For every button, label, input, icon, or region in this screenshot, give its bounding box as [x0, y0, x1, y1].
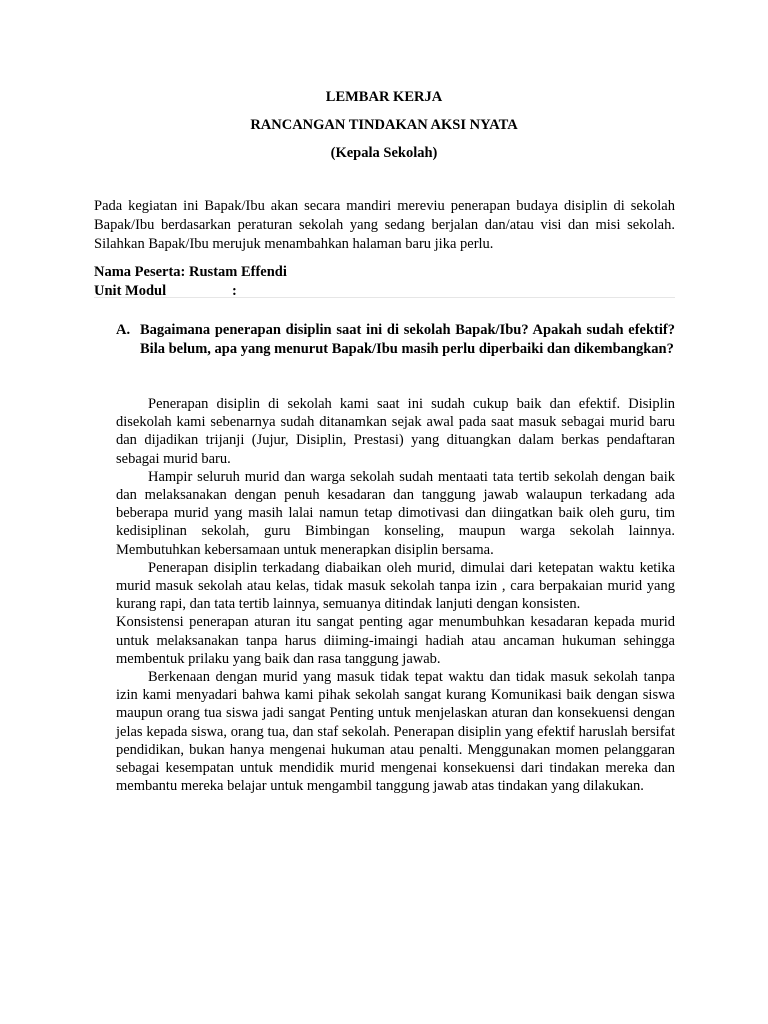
document-title: LEMBAR KERJA: [325, 89, 443, 105]
participant-name: Nama Peserta: Rustam Effendi: [94, 264, 287, 280]
answer-paragraph: Konsistensi penerapan aturan itu sangat penting agar menumbuhkan kesadaran kepada murid untuk melaksanakan tanpa harus diiming-imaingi hadiah atau ancaman hukuman sehingga membentuk prilaku yang baik dan rasa tanggung jawab.: [116, 614, 675, 667]
unit-module-label: Unit Modul: [94, 283, 167, 299]
unit-module-row: [94, 282, 287, 301]
question-a: [116, 321, 675, 359]
intro-paragraph: Pada kegiatan ini Bapak/Ibu akan secara mandiri mereviu penerapan budaya disiplin di sekolah Bapak/Ibu berdasarkan peraturan sekolah yang sedang berjalan dan/atau visi dan misi sekolah. Silahkan Bapak/Ibu merujuk menambahkan halaman baru jika perlu.: [94, 198, 675, 252]
question-text: Bagaimana penerapan disiplin saat ini di sekolah Bapak/Ibu? Apakah sudah efektif? Bila belum, apa yang menurut Bapak/Ibu masih perlu diperbaiki dan dikembangkan?: [140, 322, 675, 357]
answer-paragraph: Hampir seluruh murid dan warga sekolah sudah mentaati tata tertib sekolah dengan baik dan melaksanakan dengan penuh kesadaran dan tanggung jawab walaupun terkadang ada beberapa murid yang masih lalai namun tetap dimotivasi dan diingatkan baik oleh guru, tim kedisiplinan sekolah, guru Bimbingan konseling, maupun warga sekolah lainnya. Membutuhkan kebersamaan untuk menerapkan disiplin bersama.: [116, 468, 675, 558]
question-marker: A.: [116, 322, 131, 338]
document-subtitle: RANCANGAN TINDAKAN AKSI NYATA: [250, 117, 518, 133]
unit-module-separator: :: [232, 283, 237, 299]
answer-paragraph: Berkenaan dengan murid yang masuk tidak tepat waktu dan tidak masuk sekolah tanpa izin kami menyadari bahwa kami pihak sekolah sangat kurang Komunikasi baik dengan siswa maupun orang tua siswa jadi sangat Penting untuk menjelaskan aturan dan konsekuensi dengan jelas kepada siswa, orang tua, dan staf sekolah. Penerapan disiplin yang efektif haruslah bersifat pendidikan, bukan hanya mengenai hukuman atau penalti. Menggunakan momen pelanggaran sebagai kesempatan untuk mendidik murid mengenai konsekuensi dari tindakan mereka dan membantu mereka belajar untuk mengambil tanggung jawab atas tindakan yang dilakukan.: [116, 669, 675, 795]
participant-info: [94, 263, 287, 301]
answer-body: [116, 395, 675, 795]
document-role: (Kepala Sekolah): [330, 145, 438, 161]
participant-name-row: [94, 263, 287, 282]
divider-line: [94, 297, 675, 298]
answer-paragraph: Penerapan disiplin di sekolah kami saat ini sudah cukup baik dan efektif. Disiplin disekolah kami sebenarnya sudah ditanamkan sejak awal pada saat masuk sebagai murid baru dan dijadikan trijanji (Jujur, Disiplin, Prestasi) yang dituangkan dalam berkas pendaftaran sebagai murid baru.: [116, 396, 675, 467]
answer-paragraph: Penerapan disiplin terkadang diabaikan oleh murid, dimulai dari ketepatan waktu ketika murid masuk sekolah atau kelas, tidak masuk sekolah tanpa izin , cara berpakaian murid yang kurang rapi, dan tata tertib lainnya, semuanya ditindak lanjuti dengan konsisten.: [116, 559, 675, 613]
